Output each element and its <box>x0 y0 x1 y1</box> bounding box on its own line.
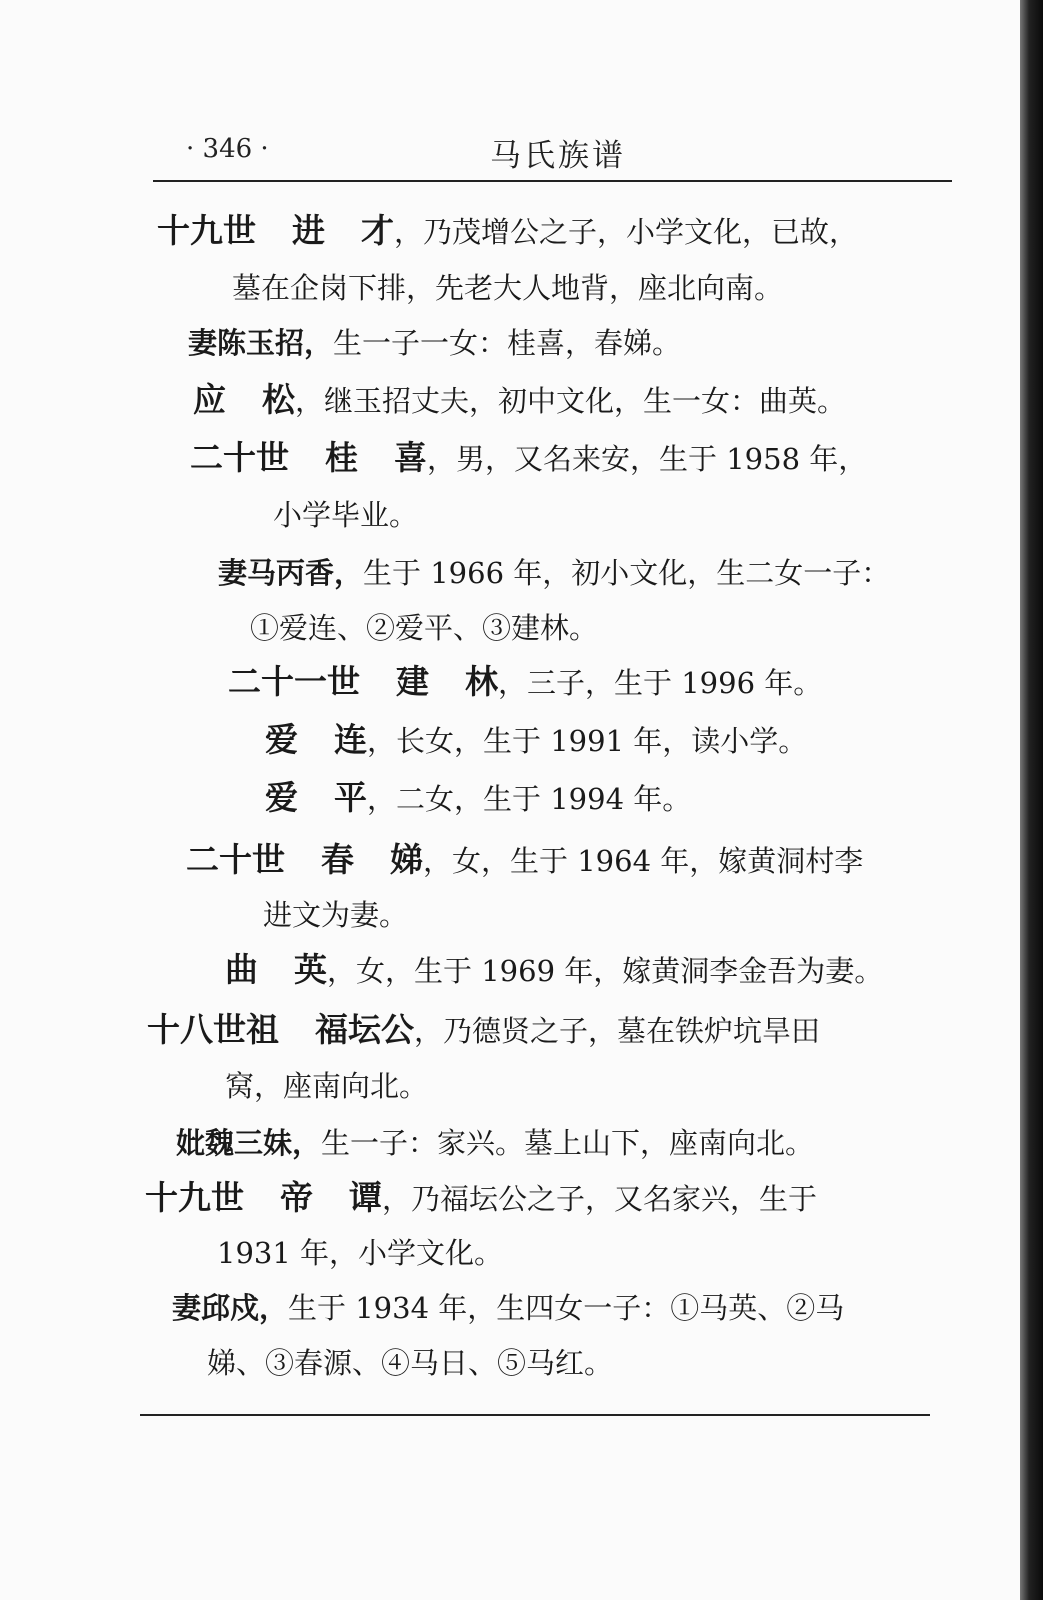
entry-line <box>186 842 863 879</box>
entry-continuation: 小学毕业。 <box>273 498 419 532</box>
header-rule <box>153 180 952 182</box>
spouse-label: 妻陈玉招， <box>188 326 334 360</box>
person-name-char: 喜 <box>394 438 427 477</box>
spouse-label: 妻马丙香， <box>218 556 364 590</box>
entry-text: ，三子，生于 1996 年。 <box>498 666 823 700</box>
person-name-char: 曲 <box>225 950 258 989</box>
generation-label: 十八世祖 <box>147 1010 279 1049</box>
entry-text: ，长女，生于 1991 年，读小学。 <box>367 724 808 758</box>
entry-line <box>265 780 691 817</box>
page-number: · 346 · <box>186 134 269 164</box>
person-name-char: 谭 <box>349 1178 382 1217</box>
person-name-char: 连 <box>334 720 367 759</box>
entry-line <box>147 1012 820 1049</box>
entry-continuation: 墓在企岗下排，先老大人地背，座北向南。 <box>232 271 784 305</box>
person-name: 福坛公 <box>315 1010 414 1049</box>
book-title: 马氏族谱 <box>490 138 626 174</box>
entry-text: ，女，生于 1964 年，嫁黄洞村李 <box>423 844 864 878</box>
entry-text: ，乃茂增公之子，小学文化，已故， <box>394 215 859 249</box>
person-name-char: 应 <box>193 380 226 419</box>
entry-text: ，乃德贤之子，墓在铁炉坑旱田 <box>414 1014 821 1048</box>
person-name-char: 春 <box>321 840 354 879</box>
person-name-char: 才 <box>361 211 394 250</box>
person-name-char: 建 <box>396 662 429 701</box>
generation-label: 十九世 <box>157 211 256 250</box>
entry-line <box>265 722 807 759</box>
entry-continuation: 1931 年，小学文化。 <box>217 1236 504 1270</box>
entry-text: ，继玉招丈夫，初中文化，生一女：曲英。 <box>295 384 847 418</box>
entry-line <box>190 440 867 477</box>
generation-label: 十九世 <box>145 1178 244 1217</box>
entry-continuation: 进文为妻。 <box>263 898 409 932</box>
entry-continuation: 娣、③春源、④马日、⑤马红。 <box>207 1346 614 1380</box>
entry-text: 生于 1934 年，生四女一子：①马英、②马 <box>288 1291 845 1325</box>
entry-line <box>145 1180 817 1217</box>
entry-text: ，女，生于 1969 年，嫁黄洞李金吾为妻。 <box>327 954 884 988</box>
generation-label: 二十世 <box>190 438 289 477</box>
entry-line <box>157 213 858 250</box>
entry-line <box>172 1290 844 1326</box>
entry-line <box>225 952 883 989</box>
entry-text: 生一子：家兴。墓上山下，座南向北。 <box>321 1126 815 1160</box>
page-header <box>150 130 950 180</box>
person-name-char: 帝 <box>280 1178 313 1217</box>
person-name-char: 平 <box>334 778 367 817</box>
entry-text: 生于 1966 年，初小文化，生二女一子： <box>363 556 891 590</box>
footer-rule <box>140 1414 930 1416</box>
page-edge-shadow <box>1020 0 1043 1600</box>
generation-label: 二十一世 <box>228 662 360 701</box>
person-name-char: 桂 <box>325 438 358 477</box>
entry-line <box>228 664 822 701</box>
person-name-char: 英 <box>294 950 327 989</box>
person-name-char: 进 <box>292 211 325 250</box>
entry-line <box>193 382 846 419</box>
person-name-char: 娣 <box>390 840 423 879</box>
entry-line <box>218 555 890 591</box>
entry-continuation: 窝，座南向北。 <box>225 1069 429 1103</box>
entry-line <box>176 1125 814 1161</box>
person-name-char: 爱 <box>265 720 298 759</box>
person-name-char: 爱 <box>265 778 298 817</box>
entry-continuation: ①爱连、②爱平、③建林。 <box>250 611 599 645</box>
generation-label: 二十世 <box>186 840 285 879</box>
person-name-char: 林 <box>465 662 498 701</box>
entry-text: ，男，又名来安，生于 1958 年， <box>427 442 868 476</box>
entry-line <box>188 325 681 361</box>
entry-text: 生一子一女：桂喜，春娣。 <box>333 326 682 360</box>
entry-text: ，二女，生于 1994 年。 <box>367 782 692 816</box>
spouse-label: 妻邱戍， <box>172 1291 289 1325</box>
spouse-label: 妣魏三妹， <box>176 1126 322 1160</box>
entry-text: ，乃福坛公之子，又名家兴，生于 <box>382 1182 818 1216</box>
person-name-char: 松 <box>262 380 295 419</box>
